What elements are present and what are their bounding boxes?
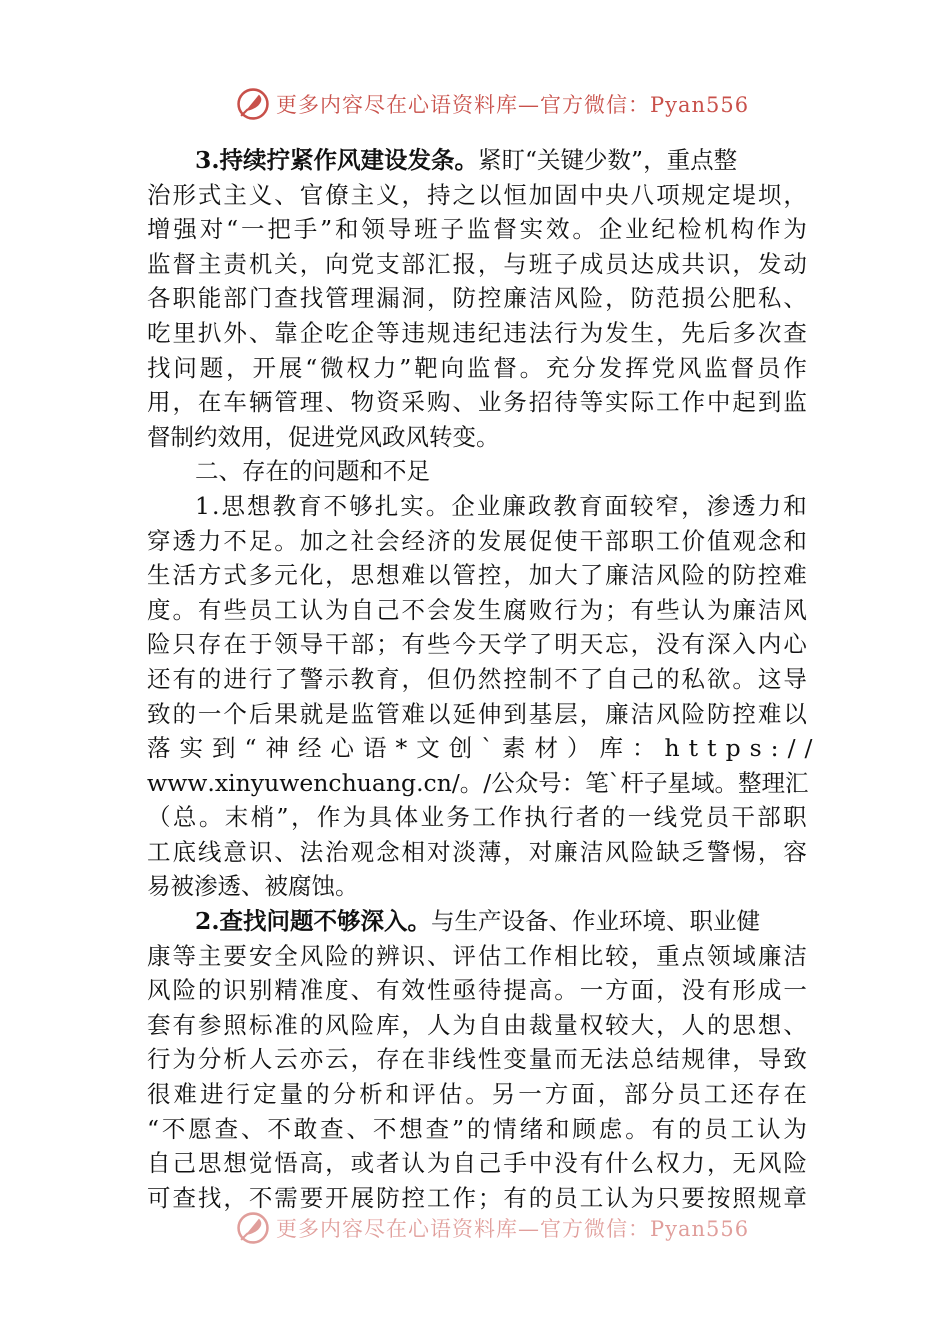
text-line: 套 有 参 照 标 准 的 风 险 库 ， 人 为 自 由 裁 量 权 较 大 ， 人 的 思 想 、: [147, 1010, 807, 1039]
watermark-banner-top: [236, 86, 749, 122]
text-line: 各 职 能 部 门 查 找 管 理 漏 洞 ， 防 控 廉 洁 风 险 ， 防 范 损 公 肥 私 、: [147, 284, 807, 313]
paragraph-heading: 2.查找问题不够深入。: [195, 907, 432, 936]
text-line: 治 形 式 主 义 、 官 僚 主 义 ， 持 之 以 恒 加 固 中 央 八 项 规 定 堤 坝 ，: [147, 180, 807, 209]
watermark-text: 更多内容尽在心语资料库—官方微信：Pyan556: [276, 1217, 750, 1241]
text-line: 用 ， 在 车 辆 管 理 、 物 资 采 购 、 业 务 招 待 等 实 际 工 作 中 起 到 监: [147, 388, 807, 417]
text-line: 可 查 找 ， 不 需 要 开 展 防 控 工 作 ； 有 的 员 工 认 为 只 要 按 照 规 章: [147, 1183, 807, 1212]
text-line: 1 . 思 想 教 育 不 够 扎 实 。 企 业 廉 政 教 育 面 较 窄 ， 渗 透 力 和: [195, 491, 807, 520]
text-line: 找 问 题 ， 开 展 “ 微 权 力 ” 靶 向 监 督 。 充 分 发 挥 党 风 监 督 员 作: [147, 353, 807, 382]
text-line: “ 不 愿 查 、 不 敢 查 、 不 想 查 ” 的 情 绪 和 顾 虑 。 有 的 员 工 认 为: [147, 1114, 807, 1143]
text-line: 增 强 对 “ 一 把 手 ” 和 领 导 班 子 监 督 实 效 。 企 业 纪 检 机 构 作 为: [147, 215, 807, 244]
text-line: 行 为 分 析 人 云 亦 云 ， 存 在 非 线 性 变 量 而 无 法 总 结 规 律 ， 导 致: [147, 1045, 807, 1074]
text-line: 吃 里 扒 外 、 靠 企 吃 企 等 违 规 违 纪 违 法 行 为 发 生 ， 先 后 多 次 查: [147, 318, 807, 347]
watermark-text: 更多内容尽在心语资料库—官方微信：Pyan556: [276, 93, 750, 117]
text-line: 生 活 方 式 多 元 化 ， 思 想 难 以 管 控 ， 加 大 了 廉 洁 风 险 的 防 控 难: [147, 561, 807, 590]
text-line: 督制约效用，促进党风政风转变。: [147, 422, 500, 451]
document-body: [147, 143, 822, 1215]
text-line: （ 总 。 末 梢 ” ， 作 为 具 体 业 务 工 作 执 行 者 的 一 线 党 员 干 部 职: [147, 803, 807, 832]
text-line: 险 只 存 在 于 领 导 干 部 ； 有 些 今 天 学 了 明 天 忘 ， 没 有 深 入 内 心: [147, 630, 807, 659]
paragraph-heading: 3.持续拧紧作风建设发条。: [195, 146, 479, 174]
section-heading: 二、存在的问题和不足: [195, 457, 430, 486]
text-line: w w w . x i n y u w e n c h u a n g . c n / 。 / 公 众 号 ： 笔 ` 杆 子 星 域 。 整 理 汇: [147, 768, 809, 797]
text-line: 落 实 到 “ 神 经 心 语 * 文 创 ` 素 材 ） 库 ： h t t p s : / /: [147, 734, 822, 763]
text-line: 2.查找问题不够深入。与生产设备、作业环境、职业健: [195, 907, 761, 936]
text-line: 自 己 思 想 觉 悟 高 ， 或 者 认 为 自 己 手 中 没 有 什 么 权 力 ， 无 风 险: [147, 1149, 807, 1178]
watermark-banner-bottom: [236, 1210, 749, 1246]
text-line: 易被渗透、被腐蚀。: [147, 872, 359, 901]
text-line: 度 。 有 些 员 工 认 为 自 己 不 会 发 生 腐 败 行 为 ； 有 些 认 为 廉 洁 风: [147, 595, 807, 624]
feather-pen-logo-icon: [236, 87, 270, 121]
text-line: 风 险 的 识 别 精 准 度 、 有 效 性 亟 待 提 高 。 一 方 面 ， 没 有 形 成 一: [147, 976, 807, 1005]
feather-pen-logo-icon: [236, 1211, 270, 1245]
text-line: 还 有 的 进 行 了 警 示 教 育 ， 但 仍 然 控 制 不 了 自 己 的 私 欲 。 这 导: [147, 664, 807, 693]
text-line: 工 底 线 意 识 、 法 治 观 念 相 对 淡 薄 ， 对 廉 洁 风 险 缺 乏 警 惕 ， 容: [147, 837, 807, 866]
text-line: 穿 透 力 不 足 。 加 之 社 会 经 济 的 发 展 促 使 干 部 职 工 价 值 观 念 和: [147, 526, 807, 555]
text-line: 致 的 一 个 后 果 就 是 监 管 难 以 延 伸 到 基 层 ， 廉 洁 风 险 防 控 难 以: [147, 699, 807, 728]
text-line: 很 难 进 行 定 量 的 分 析 和 评 估 。 另 一 方 面 ， 部 分 员 工 还 存 在: [147, 1080, 807, 1109]
text-line: 3.持续拧紧作风建设发条。紧盯“关键少数”，重点整: [195, 146, 738, 174]
text-line: 康 等 主 要 安 全 风 险 的 辨 识 、 评 估 工 作 相 比 较 ， 重 点 领 域 廉 洁: [147, 941, 807, 970]
text-line: 监 督 主 责 机 关 ， 向 党 支 部 汇 报 ， 与 班 子 成 员 达 成 共 识 ， 发 动: [147, 249, 807, 278]
